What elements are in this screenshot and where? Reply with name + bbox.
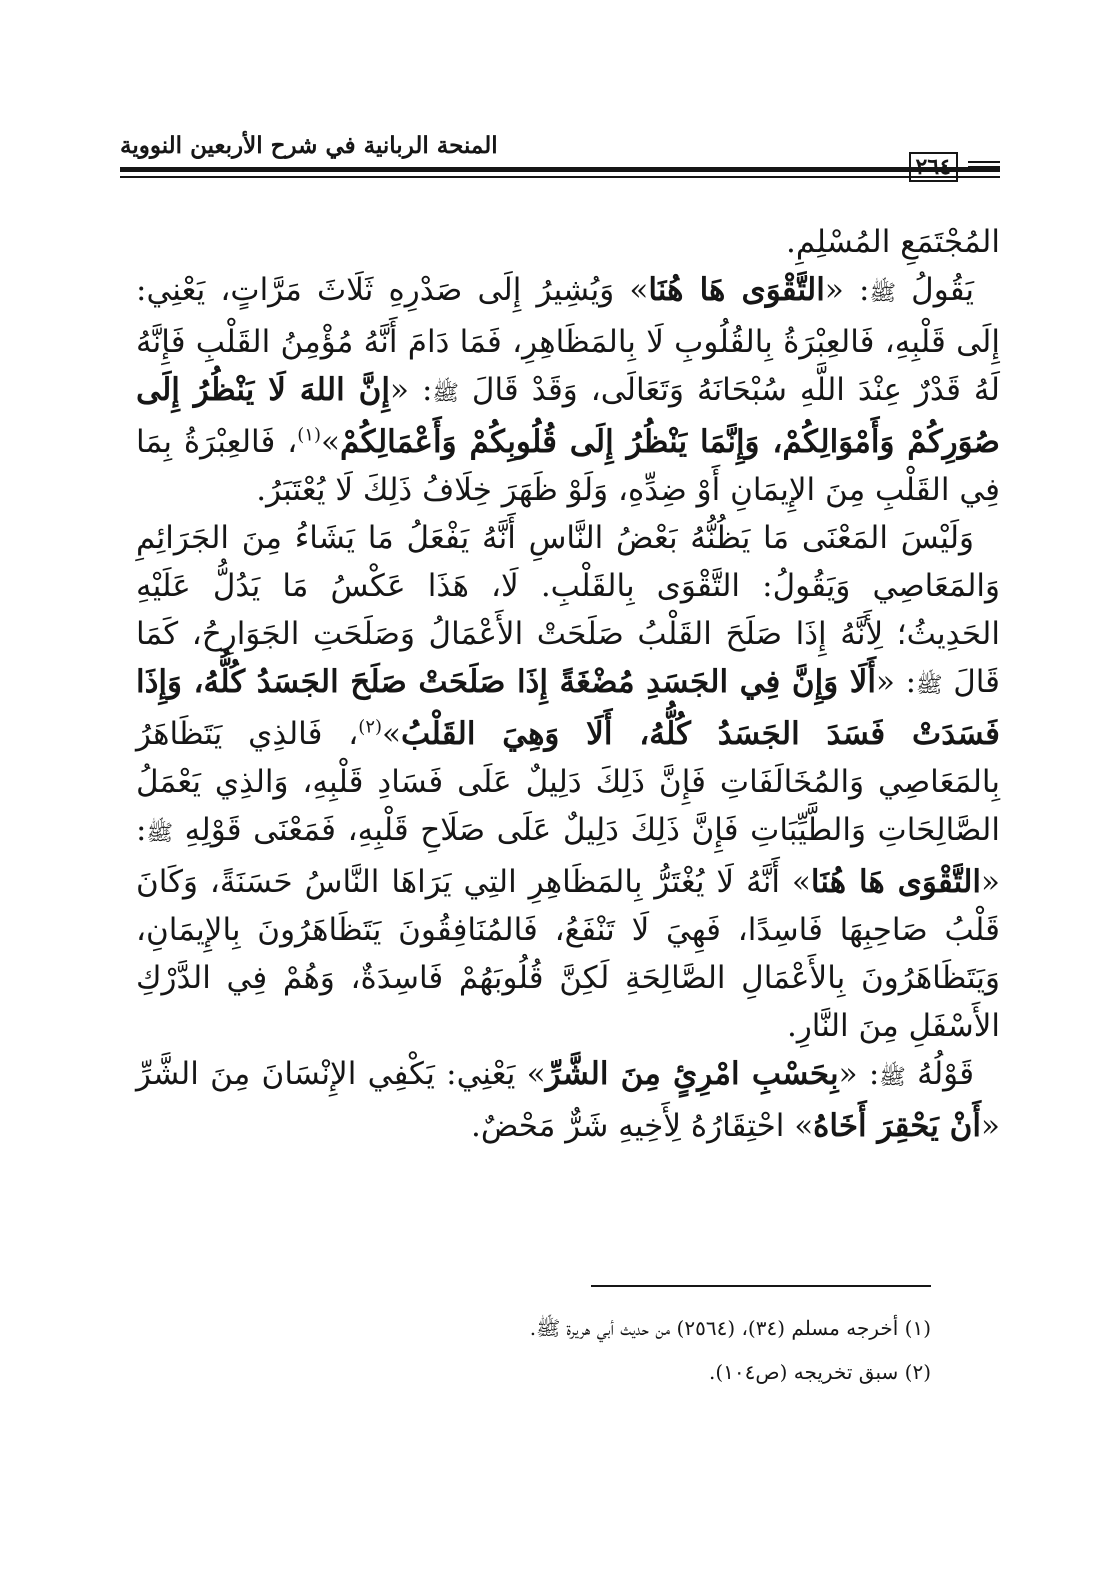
paragraph-1: يَقُولُ ﷺ: «التَّقْوَى هَا هُنَا» وَيُشِيرُ إِلَى صَدْرِهِ ثَلَاثَ مَرَّاتٍ، يَعْنِي: إِلَى قَلْبِهِ، فَالعِبْرَةُ بِالقُلُوبِ لَا بِالمَظَاهِرِ، فَمَا دَامَ أَنَّهُ مُؤْمِنُ القَلْبِ فَإِنَّهُ لَهُ قَدْرٌ عِنْدَ اللَّهِ سُبْحَانَهُ وَتَعَالَى، وَقَدْ قَالَ ﷺ: «إِنَّ اللهَ لَا يَنْظُرُ إِلَى صُوَرِكُمْ وَأَمْوَالِكُمْ، وَإِنَّمَا يَنْظُرُ إِلَى قُلُوبِكُمْ وَأَعْمَالِكُمْ»$^{(١)}$، فَالعِبْرَةُ بِمَا فِي القَلْبِ مِنَ الإِيمَانِ أَوْ ضِدِّهِ، وَلَوْ ظَهَرَ خِلَافُ ذَلِكَ لَا يُعْتَبَرُ.	[136, 272, 1000, 508]
continuation-line: المُجْتَمَعِ المُسْلِمِ.	[785, 224, 1000, 260]
footnote-ref: (٢)	[358, 716, 383, 738]
header-rule-thin	[120, 176, 1000, 178]
header-rule-thick	[120, 167, 1000, 172]
salutation-glyph: ﷺ	[869, 281, 897, 306]
hadith-text: أَلَا وَإِنَّ فِي الجَسَدِ مُضْغَةً إِذَا صَلَحَتْ صَلَحَ الجَسَدُ كُلُّهُ، وَإِذَا فَسَدَتْ فَسَدَ الجَسَدُ كُلُّهُ، أَلَا وَهِيَ القَلْبُ	[136, 664, 1000, 752]
body-text	[136, 218, 1000, 1150]
footnotes	[231, 1306, 931, 1394]
hadith-text: إِنَّ اللهَ لَا يَنْظُرُ إِلَى صُوَرِكُمْ وَأَمْوَالِكُمْ، وَإِنَّمَا يَنْظُرُ إِلَى قُلُوبِكُمْ وَأَعْمَالِكُمْ	[136, 372, 1000, 460]
running-title: المنحة الربانية في شرح الأربعين النووية	[120, 132, 498, 159]
footnote-1: (١) أخرجه مسلم (٣٤)، (٢٥٦٤) من حديث أبي هريرة ﷺ.	[529, 1316, 931, 1340]
paragraph-3: قَوْلُهُ ﷺ: «بِحَسْبِ امْرِئٍ مِنَ الشَّرِّ» يَعْنِي: يَكْفِي الإِنْسَانَ مِنَ الشَّرِّ «أَنْ يَحْقِرَ أَخَاهُ» احْتِقَارُهُ لِأَخِيهِ شَرٌّ مَحْضٌ.	[136, 1056, 1000, 1144]
header-dash	[968, 161, 1000, 163]
footnote-ref: (١)	[297, 424, 321, 446]
footnote-2: (٢) سبق تخريجه (ص١٠٤).	[708, 1360, 931, 1384]
hadith-text: التَّقْوَى هَا هُنَا	[810, 864, 982, 900]
salutation-glyph: ﷺ	[879, 1065, 906, 1090]
salutation-glyph: ﷺ	[432, 381, 459, 406]
hadith-text: بِحَسْبِ امْرِئٍ مِنَ الشَّرِّ	[545, 1056, 839, 1092]
paragraph-2: وَلَيْسَ المَعْنَى مَا يَظُنُّهُ بَعْضُ النَّاسِ أَنَّهُ يَفْعَلُ مَا يَشَاءُ مِنَ الجَرَائِمِ وَالمَعَاصِي وَيَقُولُ: التَّقْوَى بِالقَلْبِ. لَا، هَذَا عَكْسُ مَا يَدُلُّ عَلَيْهِ الحَدِيثُ؛ لِأَنَّهُ إِذَا صَلَحَ القَلْبُ صَلَحَتْ الأَعْمَالُ وَصَلَحَتِ الجَوَارِحُ، كَمَا قَالَ ﷺ: «أَلَا وَإِنَّ فِي الجَسَدِ مُضْغَةً إِذَا صَلَحَتْ صَلَحَ الجَسَدُ كُلُّهُ، وَإِذَا فَسَدَتْ فَسَدَ الجَسَدُ كُلُّهُ، أَلَا وَهِيَ القَلْبُ»$^{(٢)}$، فَالذِي يَتَظَاهَرُ بِالمَعَاصِي وَالمُخَالَفَاتِ فَإِنَّ ذَلِكَ دَلِيلٌ عَلَى فَسَادِ قَلْبِهِ، وَالذِي يَعْمَلُ الصَّالِحَاتِ وَالطَّيِّبَاتِ فَإِنَّ ذَلِكَ دَلِيلٌ عَلَى صَلَاحِ قَلْبِهِ، فَمَعْنَى قَوْلِهِ ﷺ: «التَّقْوَى هَا هُنَا» أَنَّهُ لَا يُغْتَرُّ بِالمَظَاهِرِ التِي يَرَاهَا النَّاسُ حَسَنَةً، وَكَانَ قَلْبُ صَاحِبِهَا فَاسِدًا، فَهِيَ لَا تَنْفَعُ، فَالمُنَافِقُونَ يَتَظَاهَرُونَ بِالإِيمَانِ، وَيَتَظَاهَرُونَ بِالأَعْمَالِ الصَّالِحَةِ لَكِنَّ قُلُوبَهُمْ فَاسِدَةٌ، وَهُمْ فِي الدَّرْكِ الأَسْفَلِ مِنَ النَّارِ.	[136, 520, 1000, 1044]
hadith-text: التَّقْوَى هَا هُنَا	[648, 272, 825, 308]
page-header	[120, 120, 1000, 200]
footnote-separator	[591, 1285, 931, 1287]
hadith-text: أَنْ يَحْقِرَ أَخَاهُ	[813, 1108, 982, 1144]
salutation-glyph: ﷺ	[146, 821, 174, 846]
salutation-glyph: ﷺ	[916, 673, 943, 698]
